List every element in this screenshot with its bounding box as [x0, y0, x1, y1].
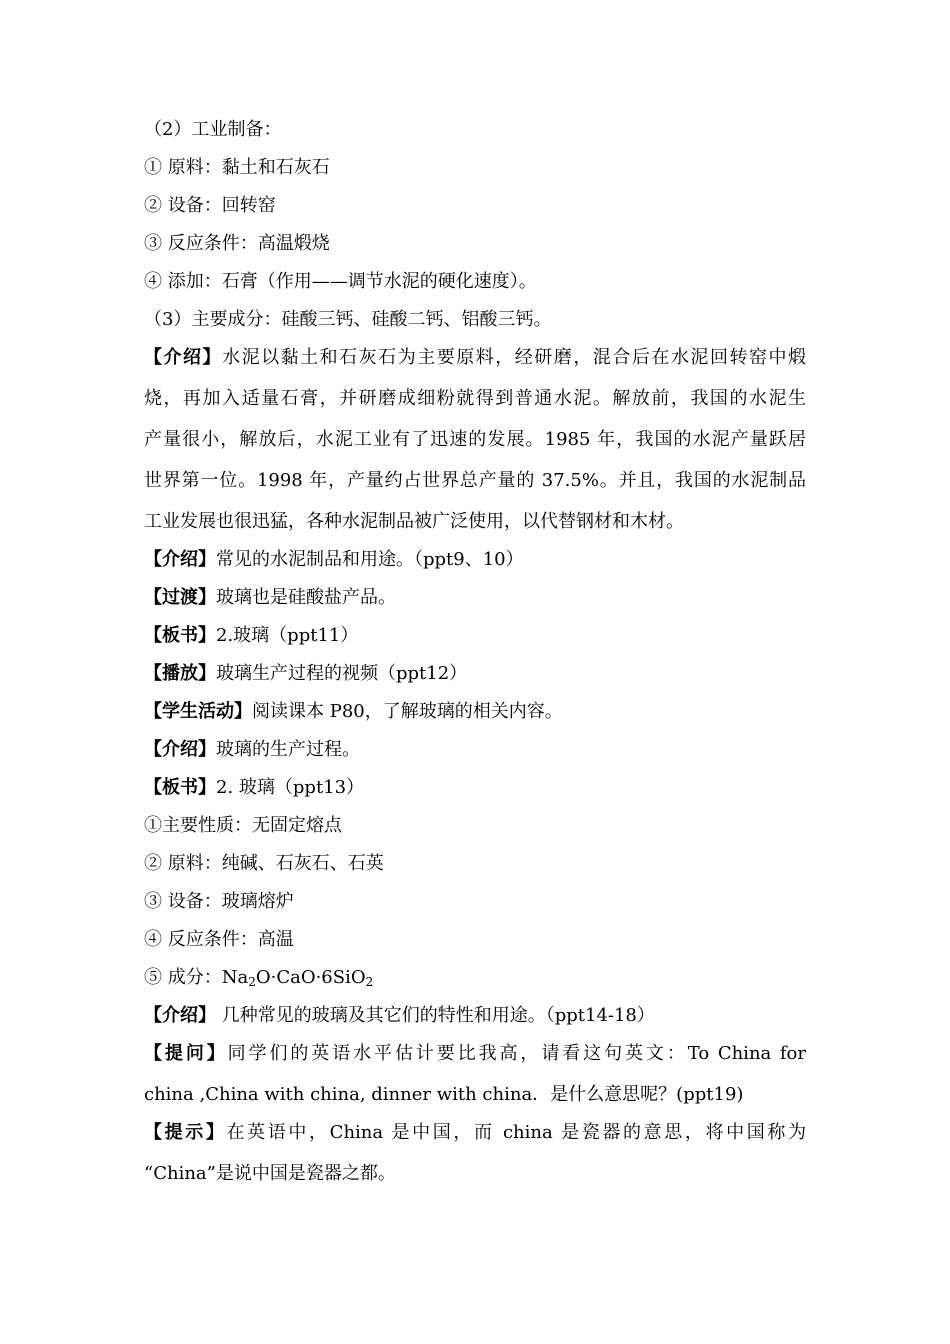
equipment-line: ② 设备：回转窑: [144, 195, 276, 216]
intro-cement-line-3: 产量很小，解放后，水泥工业有了迅速的发展。1985 年，我国的水泥产量跃居: [144, 429, 806, 450]
raw-materials-line: ① 原料：黏土和石灰石: [144, 157, 330, 178]
glass-raw-materials-line: ② 原料：纯碱、石灰石、石英: [144, 853, 384, 874]
question-paragraph: [144, 1042, 806, 1107]
intro-cement-line-1: 【介绍】水泥以黏土和石灰石为主要原料，经研磨，混合后在水泥回转窑中煅: [144, 347, 806, 368]
question-line-2: china ,China with china, dinner with china．是什么意思呢？(ppt19): [144, 1084, 744, 1105]
glass-condition-line: ④ 反应条件：高温: [144, 929, 294, 950]
intro-cement-products: 【介绍】常见的水泥制品和用途。（ppt9、10）: [144, 549, 524, 570]
glass-equipment-line: ③ 设备：玻璃熔炉: [144, 891, 294, 912]
additive-line: ④ 添加：石膏（作用——调节水泥的硬化速度）。: [144, 271, 537, 292]
intro-cement-line-5: 工业发展也很迅猛，各种水泥制品被广泛使用，以代替钢材和木材。: [144, 511, 684, 532]
intro-glass-production: 【介绍】玻璃的生产过程。: [144, 739, 360, 760]
hint-line-2: “China”是说中国是瓷器之都。: [144, 1163, 396, 1184]
hint-paragraph: [144, 1121, 806, 1186]
board-glass-heading-2: 【板书】2. 玻璃（ppt13）: [144, 777, 365, 798]
question-line-1: 【提问】同学们的英语水平估计要比我高，请看这句英文：To China for: [144, 1043, 806, 1064]
document-page: [144, 118, 806, 1200]
section-heading-industrial-prep: （2）工业制备：: [144, 119, 282, 140]
hint-line-1: 【提示】在英语中，China 是中国，而 china 是瓷器的意思，将中国称为: [144, 1122, 806, 1143]
intro-glass-types: 【介绍】 几种常见的玻璃及其它们的特性和用途。（ppt14-18）: [144, 1005, 655, 1026]
play-video-line: 【播放】玻璃生产过程的视频（ppt12）: [144, 663, 468, 684]
main-components-line: （3）主要成分：硅酸三钙、硅酸二钙、铝酸三钙。: [144, 309, 552, 330]
intro-tag: 【介绍】: [144, 347, 223, 368]
glass-composition-line: ⑤ 成分：$Na_2O\cdot CaO\cdot 6SiO_2$: [144, 967, 374, 989]
intro-cement-line-4: 世界第一位。1998 年，产量约占世界总产量的 37.5%。并且，我国的水泥制品: [144, 470, 806, 491]
transition-line: 【过渡】玻璃也是硅酸盐产品。: [144, 587, 396, 608]
glass-property-line: ①主要性质：无固定熔点: [144, 815, 342, 836]
reaction-condition-line: ③ 反应条件：高温煅烧: [144, 233, 330, 254]
intro-cement-paragraph: [144, 346, 806, 534]
intro-cement-line-2: 烧，再加入适量石膏，并研磨成细粉就得到普通水泥。解放前，我国的水泥生: [144, 388, 806, 409]
board-glass-heading: 【板书】2.玻璃（ppt11）: [144, 625, 359, 646]
student-activity-line: 【学生活动】阅读课本 P80，了解玻璃的相关内容。: [144, 701, 563, 722]
